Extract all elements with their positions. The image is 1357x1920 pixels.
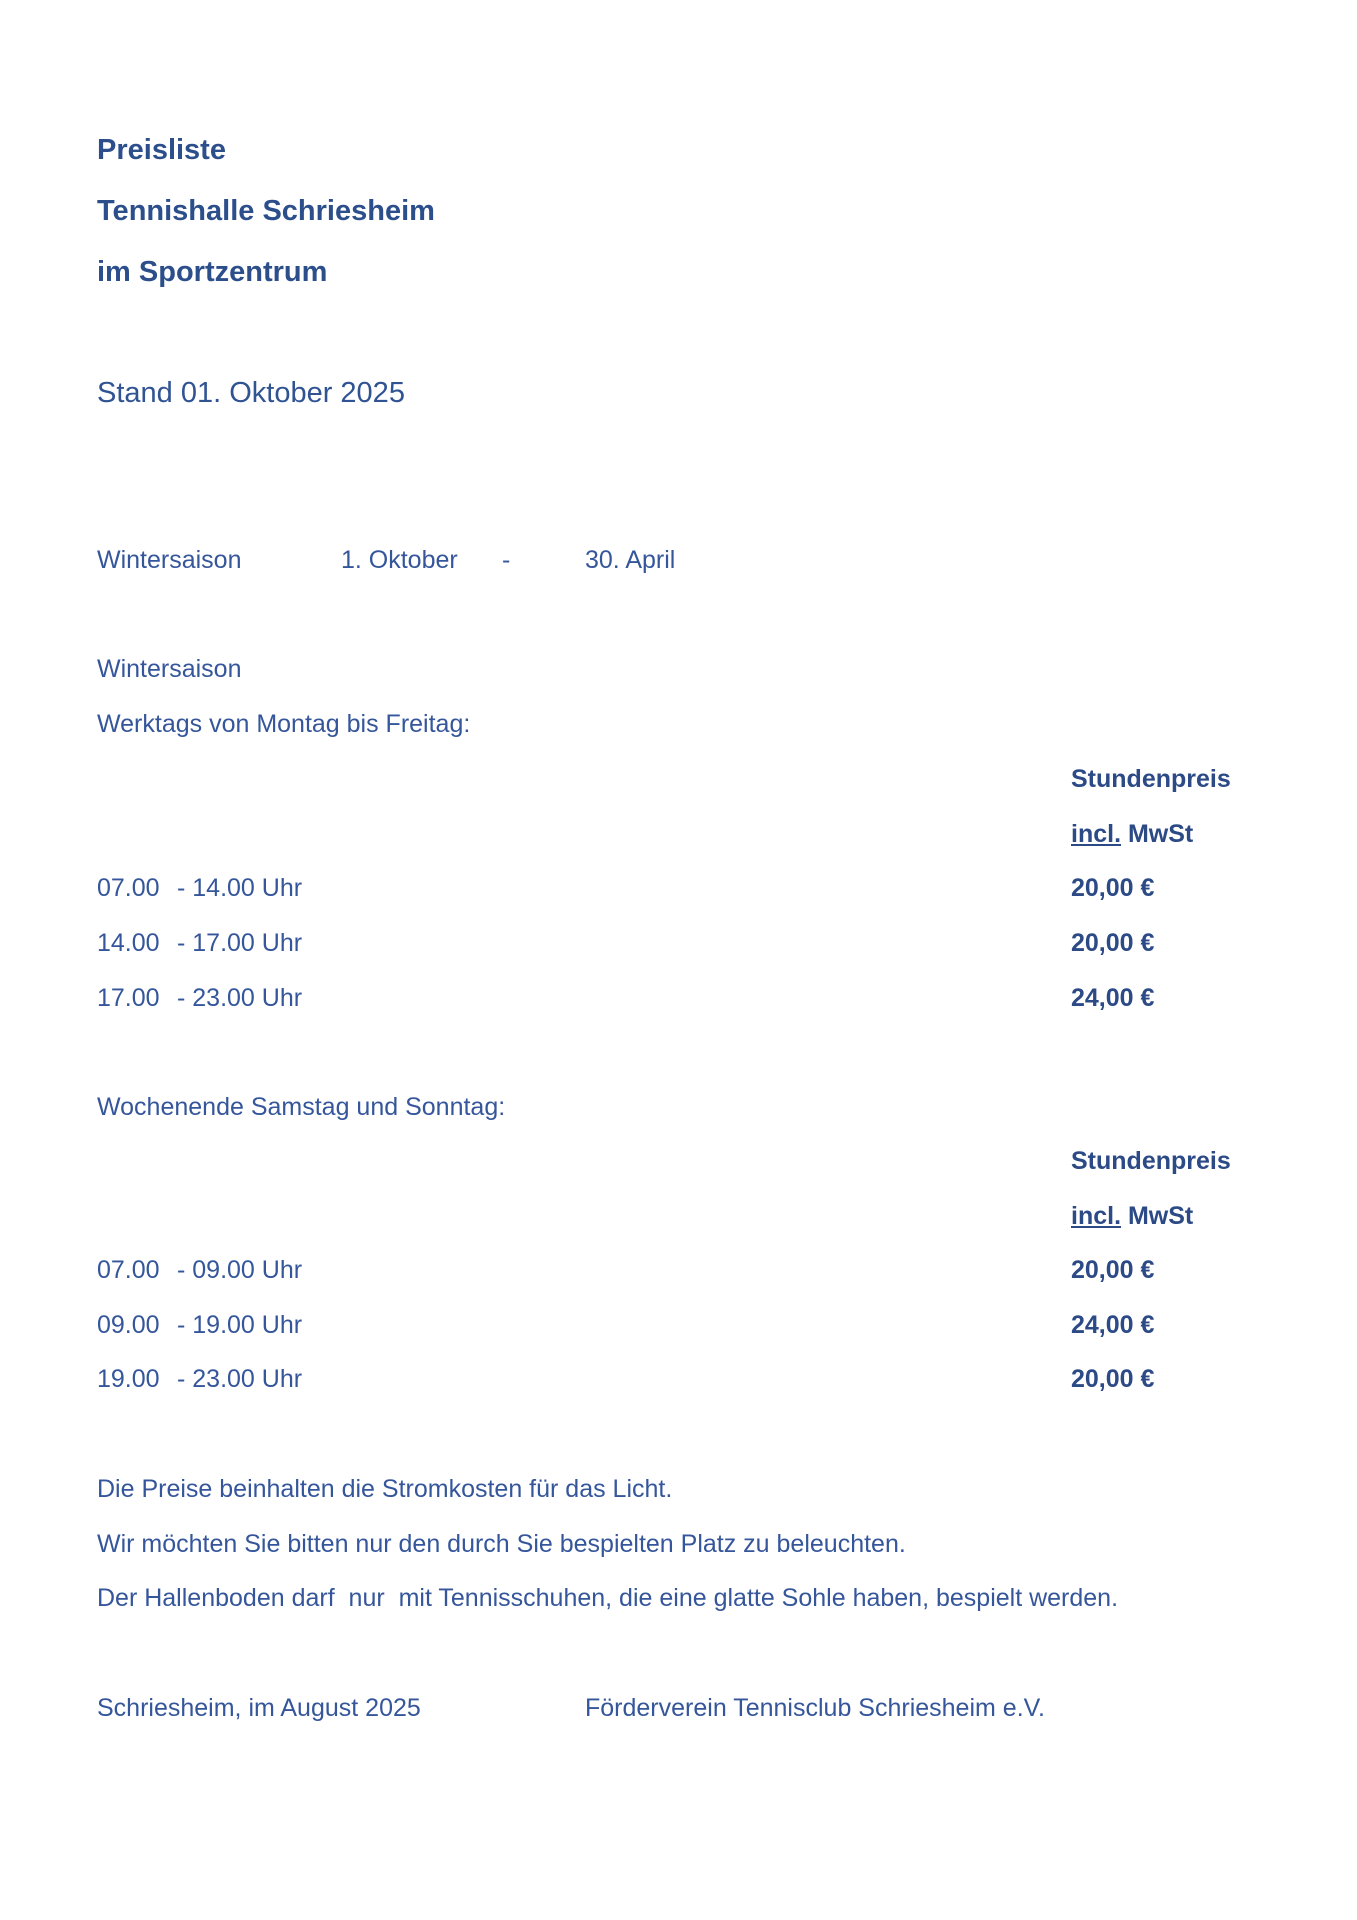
footer-organization: Förderverein Tennisclub Schriesheim e.V. <box>585 1694 1045 1722</box>
season-name: Wintersaison <box>97 546 242 574</box>
weekend-row-price: 24,00 € <box>1071 1311 1155 1339</box>
weekday-row-end: - 23.00 Uhr <box>177 984 303 1012</box>
weekday-price-header: Stundenpreis <box>1071 765 1231 793</box>
season-from: 1. Oktober <box>341 546 458 574</box>
season-dash: - <box>502 546 511 574</box>
weekend-heading: Wochenende Samstag und Sonntag: <box>97 1093 506 1121</box>
weekday-price-header-vat <box>1071 822 1193 847</box>
weekend-row-start: 19.00 <box>97 1365 160 1393</box>
season-to: 30. April <box>585 546 676 574</box>
footer-place-date: Schriesheim, im August 2025 <box>97 1694 421 1722</box>
weekday-row-end: - 14.00 Uhr <box>177 874 303 902</box>
note-line: Der Hallenboden darf nur mit Tennisschuhen, die eine glatte Sohle haben, bespielt werden. <box>97 1584 1119 1612</box>
weekday-row-price: 24,00 € <box>1071 984 1155 1012</box>
weekday-heading: Werktags von Montag bis Freitag: <box>97 710 471 738</box>
weekend-price-header: Stundenpreis <box>1071 1147 1231 1175</box>
weekend-row-end: - 23.00 Uhr <box>177 1365 303 1393</box>
stand-date: Stand 01. Oktober 2025 <box>97 377 405 409</box>
weekday-incl: incl. <box>1071 820 1122 848</box>
weekend-row-price: 20,00 € <box>1071 1365 1155 1393</box>
weekday-row-start: 17.00 <box>97 984 160 1012</box>
weekday-row-start: 07.00 <box>97 874 160 902</box>
weekday-row-price: 20,00 € <box>1071 874 1155 902</box>
note-line: Die Preise beinhalten die Stromkosten für das Licht. <box>97 1475 673 1503</box>
title-tennishalle: Tennishalle Schriesheim <box>97 195 435 227</box>
weekday-row-end: - 17.00 Uhr <box>177 929 303 957</box>
title-preisliste: Preisliste <box>97 134 226 166</box>
weekend-row-start: 07.00 <box>97 1256 160 1284</box>
weekend-row-price: 20,00 € <box>1071 1256 1155 1284</box>
weekday-mwst: MwSt <box>1127 820 1194 848</box>
weekday-row-price: 20,00 € <box>1071 929 1155 957</box>
weekday-season-label: Wintersaison <box>97 655 242 683</box>
weekend-row-end: - 09.00 Uhr <box>177 1256 303 1284</box>
weekend-price-header-vat <box>1071 1204 1193 1229</box>
weekend-row-start: 09.00 <box>97 1311 160 1339</box>
weekend-mwst: MwSt <box>1127 1202 1194 1230</box>
title-sportzentrum: im Sportzentrum <box>97 256 328 288</box>
weekend-incl: incl. <box>1071 1202 1122 1230</box>
weekend-row-end: - 19.00 Uhr <box>177 1311 303 1339</box>
weekday-row-start: 14.00 <box>97 929 160 957</box>
note-line: Wir möchten Sie bitten nur den durch Sie bespielten Platz zu beleuchten. <box>97 1530 906 1558</box>
